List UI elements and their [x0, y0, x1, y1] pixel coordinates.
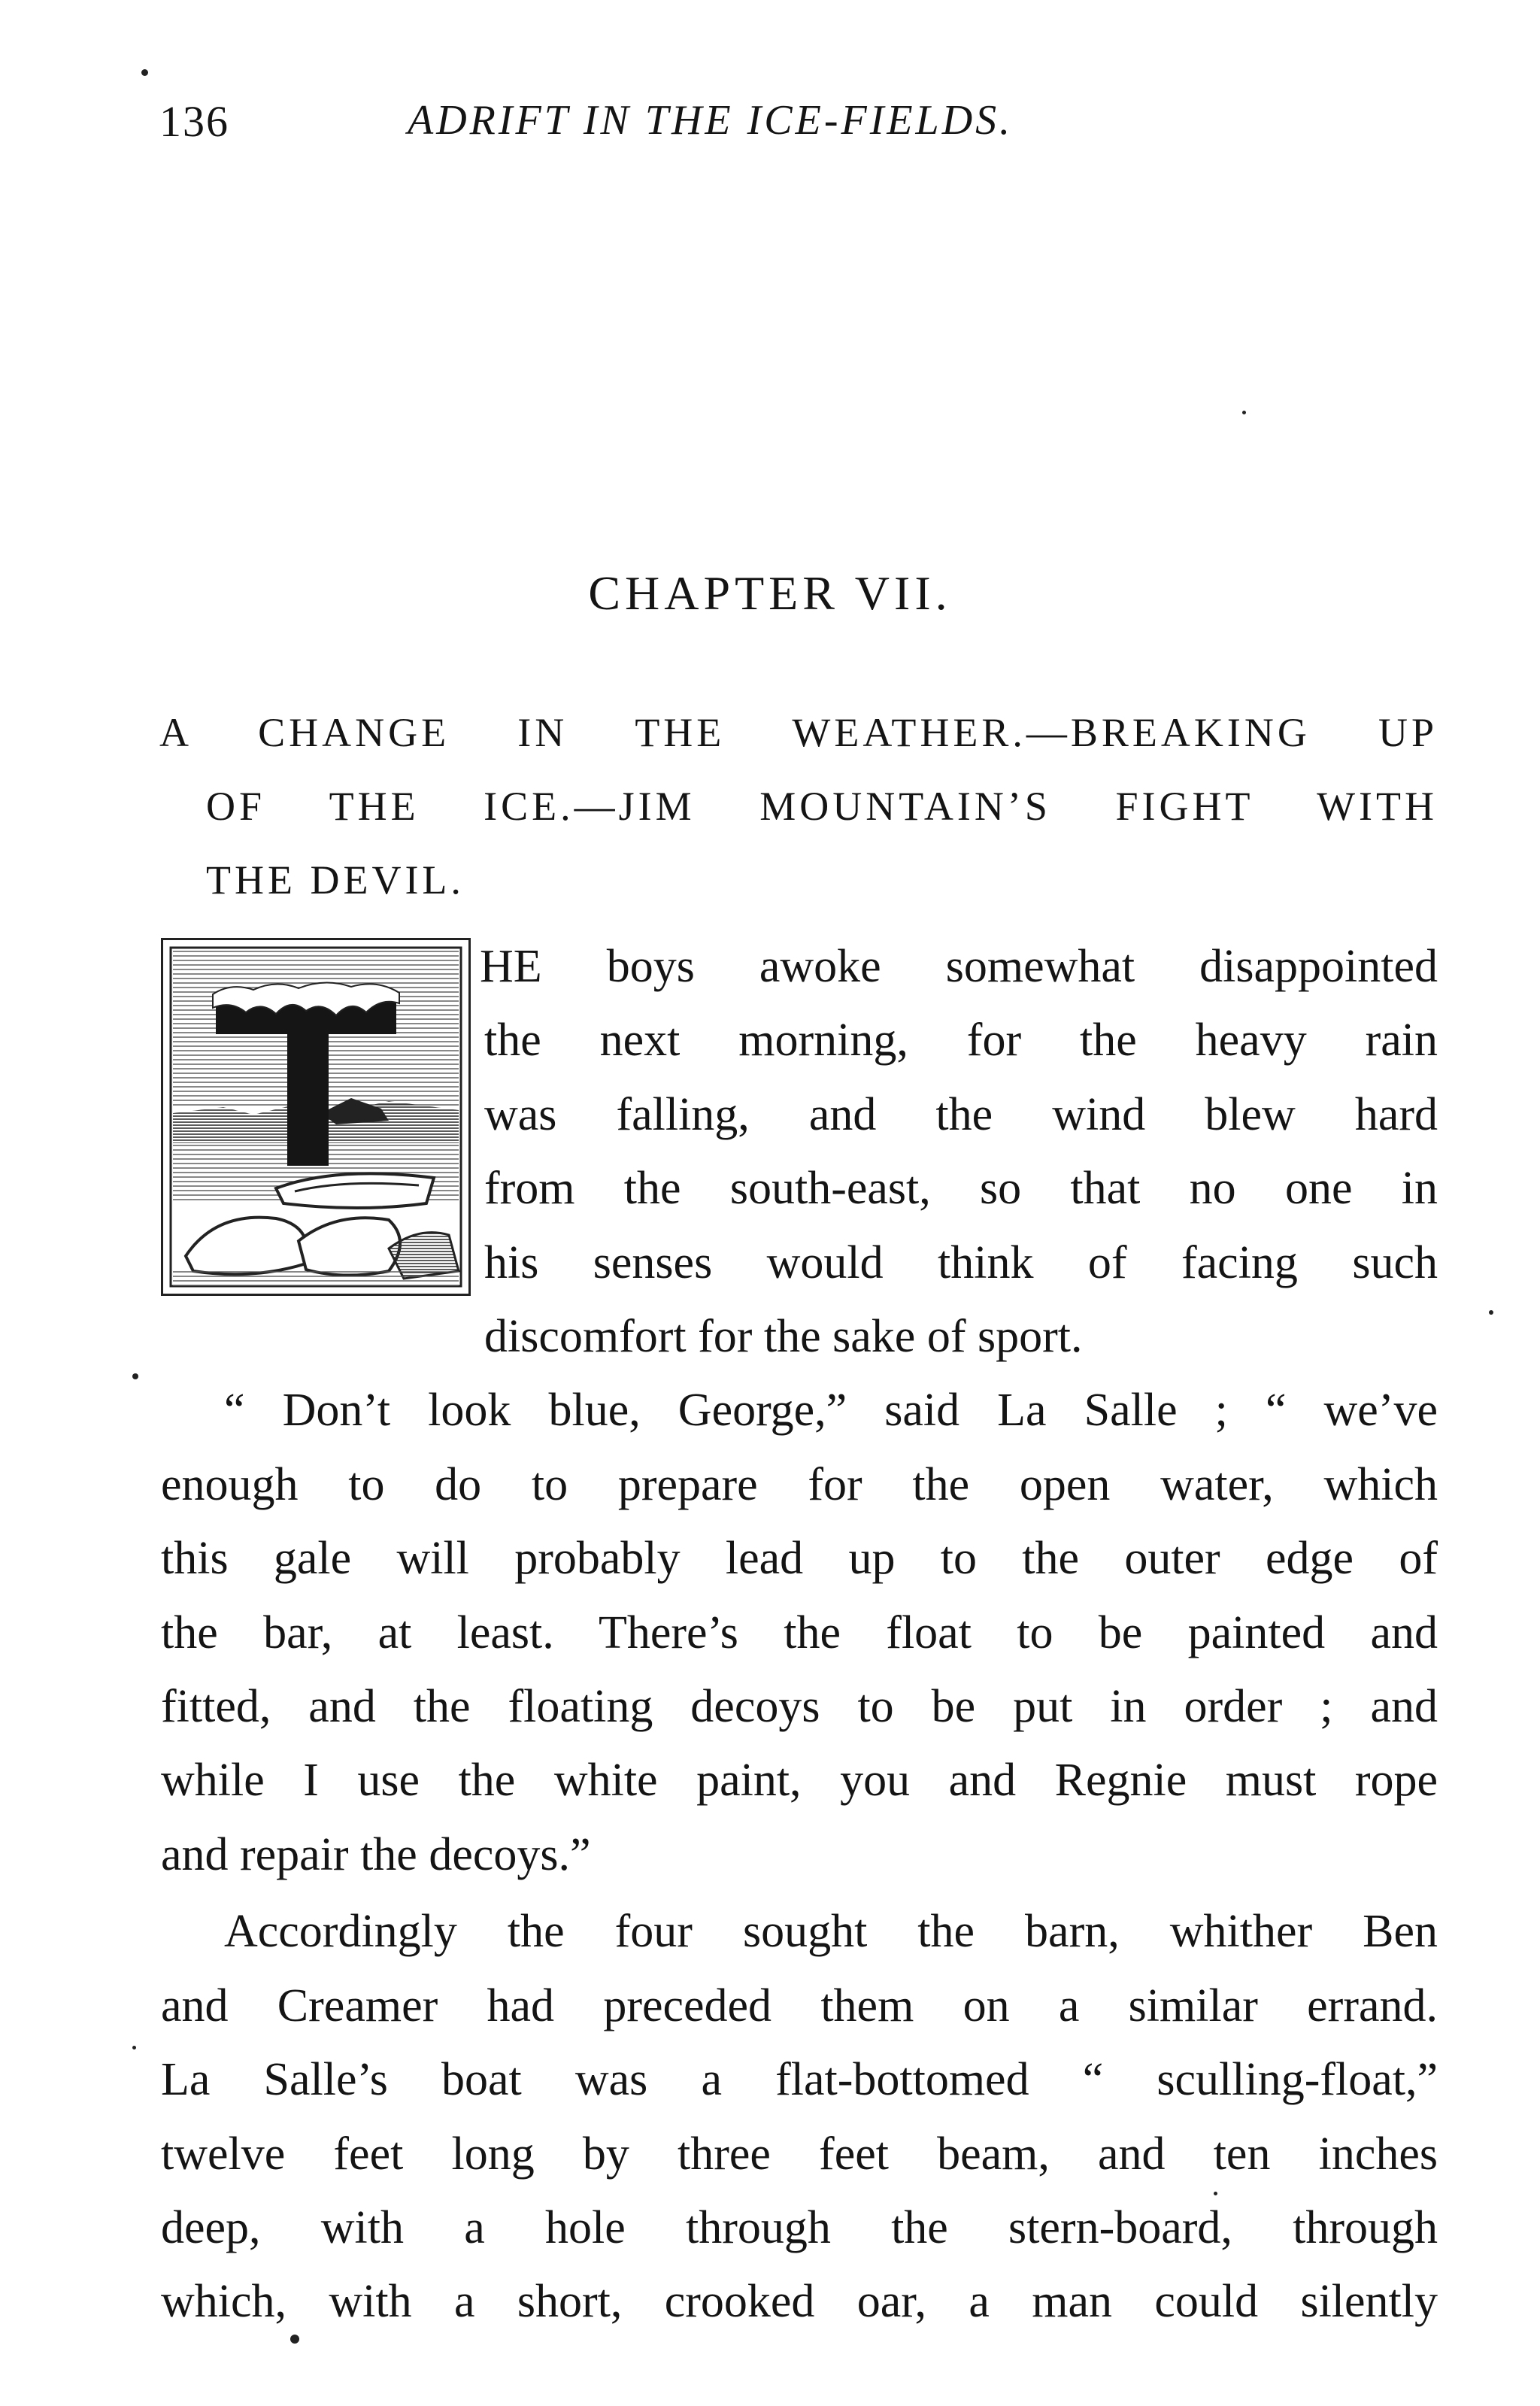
scan-speck — [1489, 1310, 1493, 1315]
text-line: “ Don’t look blue, George,” said La Salle ; “ we’ve — [224, 1385, 1438, 1437]
text-line: this gale will probably lead up to the outer edge of — [161, 1533, 1438, 1585]
text-line: and repair the decoys.” — [161, 1828, 591, 1880]
text-line: enough to do to prepare for the open water, which — [161, 1458, 1438, 1510]
running-head — [159, 96, 1438, 156]
page-number: 136 — [159, 97, 229, 146]
summary-line: OF THE ICE.—JIM MOUNTAIN’S FIGHT WITH — [206, 784, 1438, 829]
chapter-summary — [159, 696, 1438, 917]
text-line: his senses would think of facing such — [484, 1236, 1438, 1288]
scan-speck — [132, 2046, 136, 2049]
running-title: ADRIFT IN THE ICE-FIELDS. — [408, 97, 1014, 144]
text-line: while I use the white paint, you and Regnie must rope — [161, 1755, 1438, 1807]
scan-speck — [1242, 411, 1246, 414]
text-line: the next morning, for the heavy rain — [484, 1015, 1438, 1066]
summary-line: A CHANGE IN THE WEATHER.—BREAKING UP — [159, 710, 1438, 755]
summary-line: THE DEVIL. — [206, 857, 465, 903]
scan-speck — [132, 1373, 138, 1379]
engraved-initial-T-icon — [163, 940, 468, 1294]
text-line: Accordingly the four sought the barn, whither Ben — [224, 1906, 1438, 1958]
text-line: HE boys awoke somewhat disappointed — [480, 941, 1438, 992]
text-line: twelve feet long by three feet beam, and ten inches — [161, 2128, 1438, 2180]
chapter-title: CHAPTER VII. — [588, 566, 952, 620]
drop-cap — [161, 938, 471, 1296]
scan-speck — [141, 69, 148, 76]
text-line: La Salle’s boat was a flat-bottomed “ sculling-float,” — [161, 2054, 1438, 2106]
text-line: which, with a short, crooked oar, a man could silently — [161, 2276, 1438, 2328]
text-line: the bar, at least. There’s the float to be painted and — [161, 1607, 1438, 1658]
text-line: and Creamer had preceded them on a similar errand. — [161, 1980, 1438, 2031]
text-line: discomfort for the sake of sport. — [484, 1311, 1083, 1363]
text-line: from the south-east, so that no one in — [484, 1163, 1438, 1215]
text-line: deep, with a hole through the stern-board, through — [161, 2201, 1438, 2253]
text-line: was falling, and the wind blew hard — [484, 1088, 1438, 1140]
text-line: fitted, and the floating decoys to be put in order ; and — [161, 1681, 1438, 1733]
